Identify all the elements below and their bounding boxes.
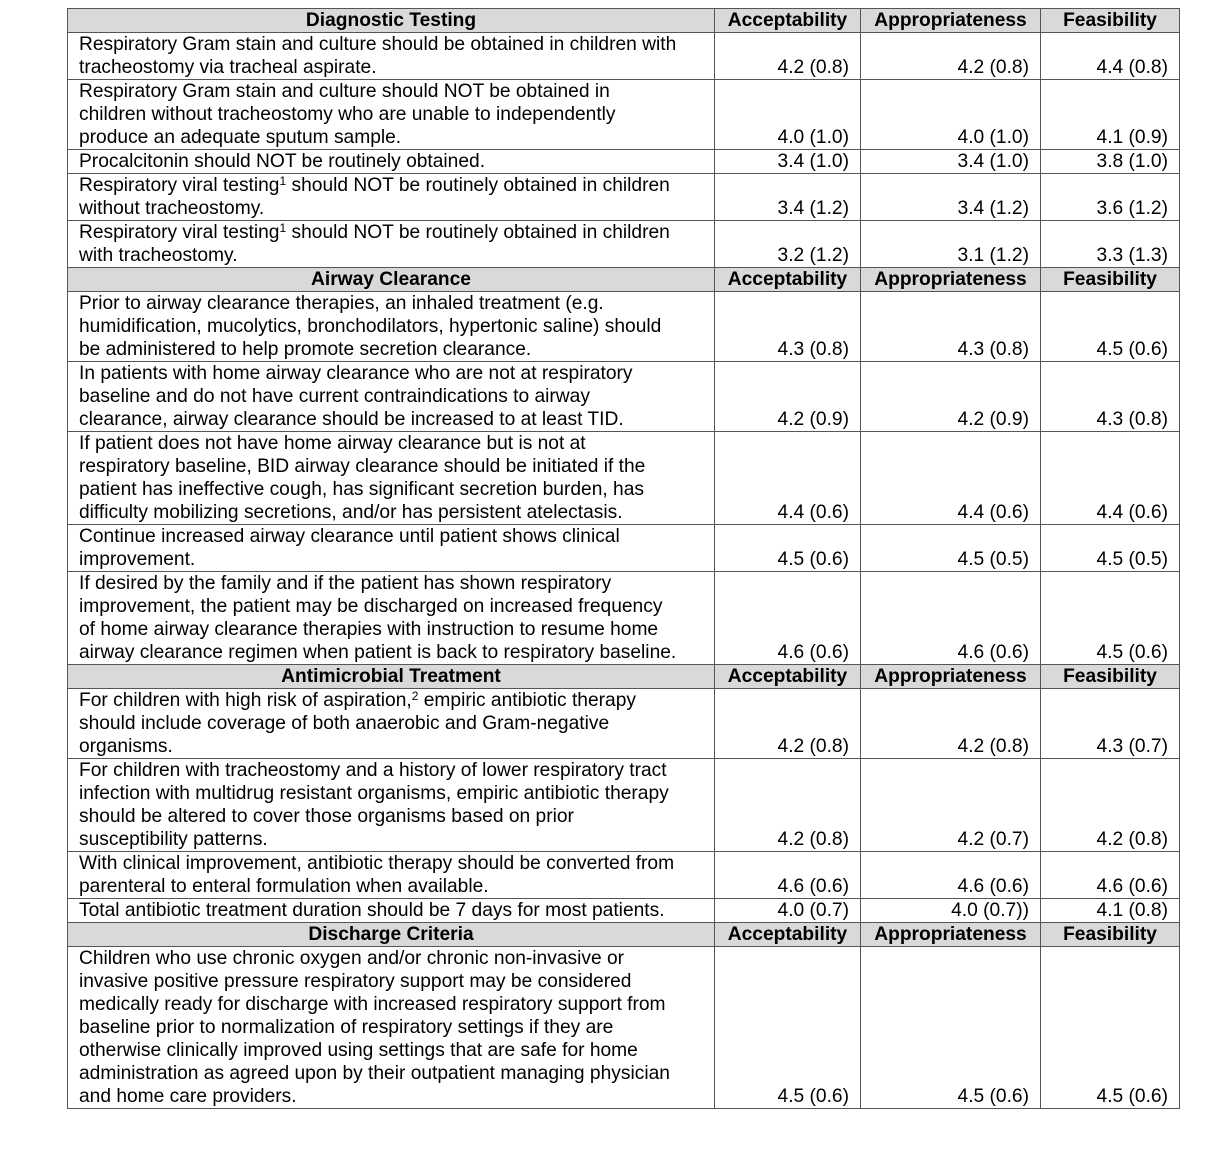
recommendations-table-body <box>68 9 1180 1109</box>
statement-text: Respiratory viral testing <box>79 222 280 243</box>
recommendation-statement <box>68 899 715 923</box>
statement-text: susceptibility patterns. <box>79 829 268 850</box>
feasibility-score: 3.3 (1.3) <box>1041 221 1180 268</box>
statement-line <box>79 362 703 385</box>
statement-line <box>79 197 703 220</box>
statement-text: tracheostomy via tracheal aspirate. <box>79 57 377 78</box>
statement-text: With clinical improvement, antibiotic therapy should be converted from <box>79 853 675 874</box>
statement-line <box>79 338 703 361</box>
statement-line <box>79 595 703 618</box>
statement-text: improvement. <box>79 549 196 570</box>
statement-text: humidification, mucolytics, bronchodilators, hypertonic saline) should <box>79 316 662 337</box>
recommendation-row <box>68 759 1180 852</box>
feasibility-score: 4.1 (0.9) <box>1041 80 1180 150</box>
statement-text: Continue increased airway clearance until patient shows clinical <box>79 526 620 547</box>
appropriateness-score: 3.4 (1.0) <box>861 150 1041 174</box>
feasibility-score: 4.5 (0.6) <box>1041 572 1180 665</box>
feasibility-score: 3.8 (1.0) <box>1041 150 1180 174</box>
feasibility-score: 4.6 (0.6) <box>1041 852 1180 899</box>
statement-line <box>79 103 703 126</box>
section-header-row <box>68 268 1180 292</box>
statement-line <box>79 174 703 197</box>
feasibility-score: 4.3 (0.7) <box>1041 689 1180 759</box>
acceptability-score: 4.0 (1.0) <box>715 80 861 150</box>
recommendation-row <box>68 689 1180 759</box>
recommendation-statement <box>68 432 715 525</box>
appropriateness-score: 4.4 (0.6) <box>861 432 1041 525</box>
statement-text: Procalcitonin should NOT be routinely obtained. <box>79 151 486 172</box>
recommendation-row <box>68 292 1180 362</box>
feasibility-score: 4.2 (0.8) <box>1041 759 1180 852</box>
statement-line <box>79 641 703 664</box>
recommendation-row <box>68 80 1180 150</box>
recommendation-row <box>68 221 1180 268</box>
statement-text: airway clearance regimen when patient is back to respiratory baseline. <box>79 642 677 663</box>
acceptability-score: 4.6 (0.6) <box>715 852 861 899</box>
statement-text: difficulty mobilizing secretions, and/or has persistent atelectasis. <box>79 502 623 523</box>
statement-text: Respiratory viral testing <box>79 175 280 196</box>
statement-line <box>79 828 703 851</box>
recommendation-statement <box>68 80 715 150</box>
statement-line <box>79 525 703 548</box>
statement-line <box>79 455 703 478</box>
statement-line <box>79 432 703 455</box>
statement-line <box>79 1016 703 1039</box>
recommendation-statement <box>68 174 715 221</box>
recommendation-row <box>68 852 1180 899</box>
statement-line <box>79 150 703 173</box>
appropriateness-score: 4.2 (0.8) <box>861 689 1041 759</box>
statement-line <box>79 572 703 595</box>
statement-line <box>79 292 703 315</box>
section-header-row <box>68 665 1180 689</box>
appropriateness-column-header: Appropriateness <box>861 9 1041 33</box>
recommendation-statement <box>68 689 715 759</box>
section-title: Discharge Criteria <box>68 923 715 947</box>
statement-line <box>79 478 703 501</box>
statement-line <box>79 1039 703 1062</box>
footnote-marker: 1 <box>279 221 287 235</box>
feasibility-score: 4.5 (0.6) <box>1041 292 1180 362</box>
acceptability-column-header: Acceptability <box>715 923 861 947</box>
statement-text: otherwise clinically improved using settings that are safe for home <box>79 1040 638 1061</box>
recommendation-statement <box>68 525 715 572</box>
statement-text: Children who use chronic oxygen and/or chronic non-invasive or <box>79 948 625 969</box>
recommendation-row <box>68 947 1180 1109</box>
feasibility-column-header: Feasibility <box>1041 9 1180 33</box>
section-header-row <box>68 9 1180 33</box>
section-title: Diagnostic Testing <box>68 9 715 33</box>
appropriateness-score: 4.0 (1.0) <box>861 80 1041 150</box>
statement-line <box>79 970 703 993</box>
recommendation-row <box>68 432 1180 525</box>
feasibility-score: 4.5 (0.6) <box>1041 947 1180 1109</box>
recommendation-statement <box>68 572 715 665</box>
statement-line <box>79 899 703 922</box>
statement-text: and home care providers. <box>79 1086 297 1107</box>
appropriateness-score: 3.4 (1.2) <box>861 174 1041 221</box>
appropriateness-column-header: Appropriateness <box>861 923 1041 947</box>
recommendation-row <box>68 150 1180 174</box>
feasibility-score: 4.3 (0.8) <box>1041 362 1180 432</box>
feasibility-score: 4.5 (0.5) <box>1041 525 1180 572</box>
statement-text: parenteral to enteral formulation when available. <box>79 876 489 897</box>
statement-text: In patients with home airway clearance who are not at respiratory <box>79 363 633 384</box>
appropriateness-score: 4.5 (0.5) <box>861 525 1041 572</box>
statement-text: empiric antibiotic therapy <box>418 690 636 711</box>
statement-text: baseline and do not have current contraindications to airway <box>79 386 590 407</box>
statement-text: produce an adequate sputum sample. <box>79 127 402 148</box>
recommendation-statement <box>68 292 715 362</box>
appropriateness-score: 4.2 (0.8) <box>861 33 1041 80</box>
feasibility-column-header: Feasibility <box>1041 268 1180 292</box>
acceptability-column-header: Acceptability <box>715 9 861 33</box>
statement-text: For children with tracheostomy and a history of lower respiratory tract <box>79 760 667 781</box>
recommendations-table <box>67 8 1180 1109</box>
statement-text: Respiratory Gram stain and culture should be obtained in children with <box>79 34 677 55</box>
statement-line <box>79 1062 703 1085</box>
section-title: Antimicrobial Treatment <box>68 665 715 689</box>
section-title: Airway Clearance <box>68 268 715 292</box>
acceptability-score: 3.2 (1.2) <box>715 221 861 268</box>
recommendation-statement <box>68 947 715 1109</box>
section-header-row <box>68 923 1180 947</box>
statement-text: Prior to airway clearance therapies, an inhaled treatment (e.g. <box>79 293 604 314</box>
statement-line <box>79 548 703 571</box>
acceptability-score: 4.2 (0.8) <box>715 33 861 80</box>
statement-line <box>79 56 703 79</box>
statement-text: If desired by the family and if the patient has shown respiratory <box>79 573 612 594</box>
appropriateness-score: 3.1 (1.2) <box>861 221 1041 268</box>
statement-text: respiratory baseline, BID airway clearance should be initiated if the <box>79 456 646 477</box>
statement-line <box>79 993 703 1016</box>
recommendation-row <box>68 899 1180 923</box>
appropriateness-score: 4.6 (0.6) <box>861 852 1041 899</box>
feasibility-score: 3.6 (1.2) <box>1041 174 1180 221</box>
statement-text: Total antibiotic treatment duration should be 7 days for most patients. <box>79 900 665 921</box>
statement-text: improvement, the patient may be discharged on increased frequency <box>79 596 663 617</box>
statement-text: For children with high risk of aspiration, <box>79 690 412 711</box>
statement-line <box>79 408 703 431</box>
statement-line <box>79 221 703 244</box>
statement-line <box>79 80 703 103</box>
recommendation-statement <box>68 33 715 80</box>
statement-text: infection with multidrug resistant organisms, empiric antibiotic therapy <box>79 783 669 804</box>
footnote-marker: 1 <box>279 174 287 188</box>
statement-text: children without tracheostomy who are unable to independently <box>79 104 616 125</box>
statement-line <box>79 735 703 758</box>
statement-line <box>79 126 703 149</box>
recommendation-statement <box>68 362 715 432</box>
acceptability-score: 4.6 (0.6) <box>715 572 861 665</box>
statement-line <box>79 33 703 56</box>
statement-text: clearance, airway clearance should be increased to at least TID. <box>79 409 624 430</box>
appropriateness-column-header: Appropriateness <box>861 665 1041 689</box>
acceptability-score: 3.4 (1.0) <box>715 150 861 174</box>
appropriateness-score: 4.2 (0.7) <box>861 759 1041 852</box>
acceptability-score: 4.3 (0.8) <box>715 292 861 362</box>
appropriateness-score: 4.5 (0.6) <box>861 947 1041 1109</box>
statement-line <box>79 501 703 524</box>
statement-line <box>79 618 703 641</box>
acceptability-score: 4.5 (0.6) <box>715 947 861 1109</box>
statement-line <box>79 759 703 782</box>
acceptability-score: 4.0 (0.7) <box>715 899 861 923</box>
statement-text: should include coverage of both anaerobic and Gram-negative <box>79 713 610 734</box>
acceptability-score: 4.2 (0.8) <box>715 759 861 852</box>
recommendation-statement <box>68 150 715 174</box>
acceptability-column-header: Acceptability <box>715 268 861 292</box>
acceptability-score: 4.4 (0.6) <box>715 432 861 525</box>
statement-text: organisms. <box>79 736 173 757</box>
recommendation-statement <box>68 759 715 852</box>
statement-text: should NOT be routinely obtained in children <box>286 175 670 196</box>
statement-text: should be altered to cover those organisms based on prior <box>79 806 574 827</box>
statement-text: patient has ineffective cough, has significant secretion burden, has <box>79 479 644 500</box>
statement-text: of home airway clearance therapies with instruction to resume home <box>79 619 659 640</box>
statement-line <box>79 782 703 805</box>
statement-line <box>79 875 703 898</box>
recommendation-row <box>68 572 1180 665</box>
recommendation-statement <box>68 221 715 268</box>
feasibility-column-header: Feasibility <box>1041 665 1180 689</box>
statement-text: invasive positive pressure respiratory support may be considered <box>79 971 632 992</box>
recommendation-row <box>68 174 1180 221</box>
feasibility-score: 4.1 (0.8) <box>1041 899 1180 923</box>
statement-line <box>79 385 703 408</box>
appropriateness-score: 4.6 (0.6) <box>861 572 1041 665</box>
statement-line <box>79 852 703 875</box>
acceptability-score: 3.4 (1.2) <box>715 174 861 221</box>
recommendation-statement <box>68 852 715 899</box>
statement-line <box>79 689 703 712</box>
feasibility-score: 4.4 (0.8) <box>1041 33 1180 80</box>
statement-text: be administered to help promote secretion clearance. <box>79 339 532 360</box>
footnote-marker: 2 <box>411 689 419 703</box>
statement-line <box>79 1085 703 1108</box>
recommendation-row <box>68 362 1180 432</box>
statement-line <box>79 712 703 735</box>
feasibility-column-header: Feasibility <box>1041 923 1180 947</box>
recommendation-row <box>68 525 1180 572</box>
appropriateness-score: 4.3 (0.8) <box>861 292 1041 362</box>
statement-text: without tracheostomy. <box>79 198 265 219</box>
acceptability-column-header: Acceptability <box>715 665 861 689</box>
recommendation-row <box>68 33 1180 80</box>
statement-text: If patient does not have home airway clearance but is not at <box>79 433 586 454</box>
appropriateness-score: 4.0 (0.7)) <box>861 899 1041 923</box>
statement-text: medically ready for discharge with increased respiratory support from <box>79 994 666 1015</box>
statement-text: with tracheostomy. <box>79 245 238 266</box>
feasibility-score: 4.4 (0.6) <box>1041 432 1180 525</box>
acceptability-score: 4.2 (0.8) <box>715 689 861 759</box>
appropriateness-score: 4.2 (0.9) <box>861 362 1041 432</box>
appropriateness-column-header: Appropriateness <box>861 268 1041 292</box>
statement-line <box>79 244 703 267</box>
statement-text: Respiratory Gram stain and culture should NOT be obtained in <box>79 81 610 102</box>
statement-line <box>79 947 703 970</box>
acceptability-score: 4.5 (0.6) <box>715 525 861 572</box>
acceptability-score: 4.2 (0.9) <box>715 362 861 432</box>
statement-line <box>79 315 703 338</box>
statement-text: baseline prior to normalization of respiratory settings if they are <box>79 1017 614 1038</box>
statement-text: administration as agreed upon by their outpatient managing physician <box>79 1063 670 1084</box>
statement-line <box>79 805 703 828</box>
statement-text: should NOT be routinely obtained in children <box>286 222 670 243</box>
